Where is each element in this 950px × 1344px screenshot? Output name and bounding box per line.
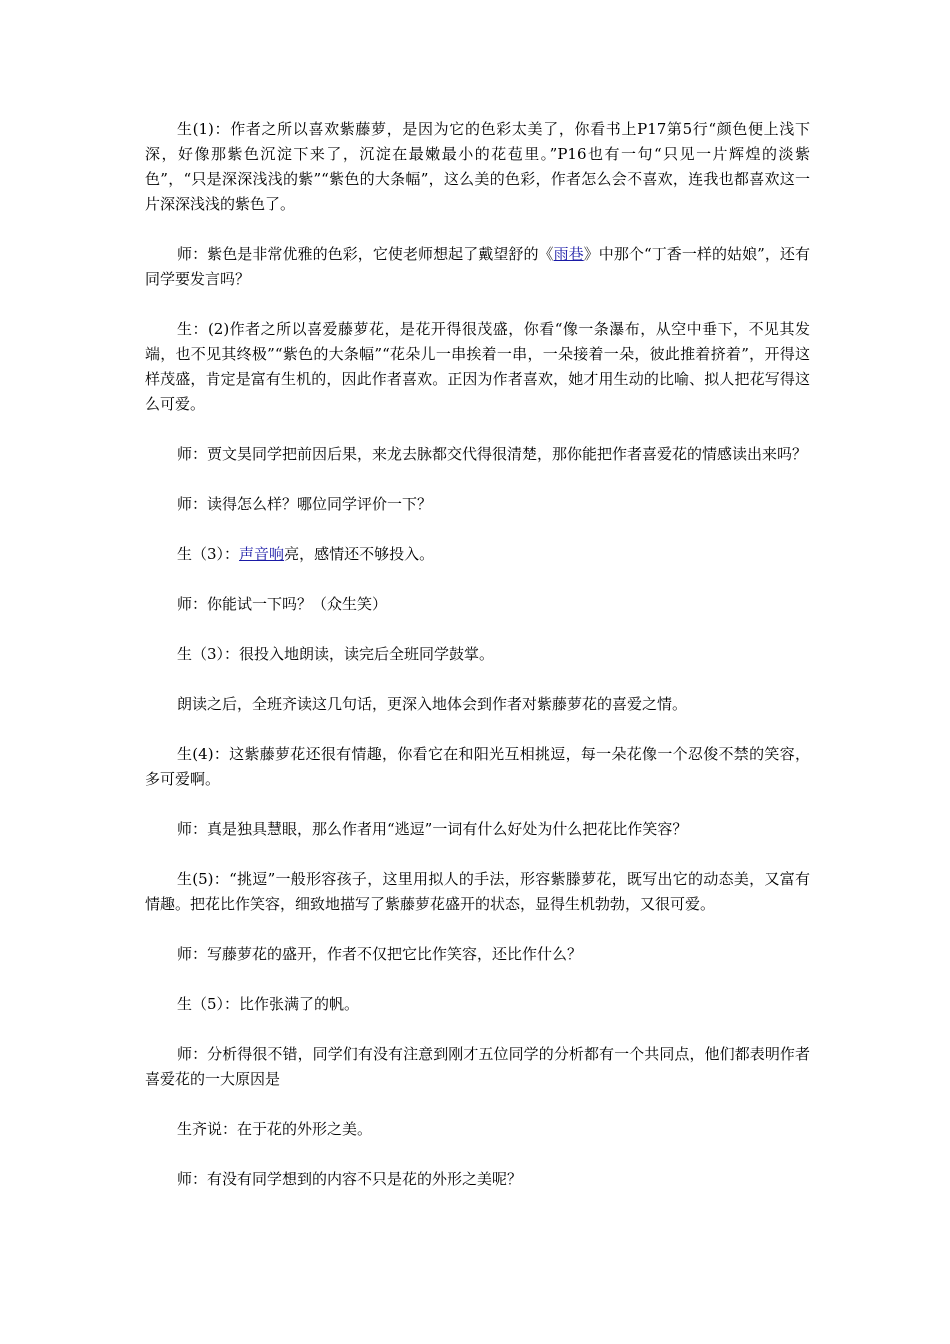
link-sheng-yin-xiang[interactable]: 声音响 (239, 545, 285, 563)
paragraph-narration: 朗读之后，全班齐读这几句话，更深入地体会到作者对紫藤萝花的喜爱之情。 (177, 695, 688, 713)
paragraph-student-3a (145, 542, 810, 567)
paragraph-teacher-8: 师：有没有同学想到的内容不只是花的外形之美呢？ (177, 1170, 523, 1188)
paragraph-student-2: 生：(2)作者之所以喜爱藤萝花，是花开得很茂盛，你看“像一条瀑布，从空中垂下，不见其发端，也不见其终极”“紫色的大条幅”“花朵儿一串挨着一串，一朵接着一朵，彼此推着挤着”，开得这样茂盛，肯定是富有生机的，因此作者喜欢。正因为作者喜欢，她才用生动的比喻、拟人把花写得这么可爱。 (145, 320, 810, 413)
paragraph-student-5a: 生(5)：“挑逗”一般形容孩子，这里用拟人的手法，形容紫滕萝花，既写出它的动态美，又富有情趣。把花比作笑容，细致地描写了紫藤萝花盛开的状态，显得生机勃勃，又很可爱。 (145, 870, 810, 913)
paragraph-text-after-link: 亮，感情还不够投入。 (284, 545, 435, 563)
paragraph-student-3b: 生（3）：很投入地朗读，读完后全班同学鼓掌。 (177, 645, 495, 663)
paragraph-text-before-link: 生（3）： (177, 545, 240, 563)
paragraph-text-after-link: 》中那个“丁香一样的姑娘”，还有同学要发言吗？ (145, 245, 810, 288)
link-yu-xiang[interactable]: 雨巷 (553, 245, 584, 263)
paragraph-students-together: 生齐说：在于花的外形之美。 (177, 1120, 373, 1138)
paragraph-teacher-5: 师：真是独具慧眼，那么作者用“逃逗”一词有什么好处为什么把花比作笑容？ (177, 820, 688, 838)
paragraph-teacher-7: 师：分析得很不错，同学们有没有注意到刚才五位同学的分析都有一个共同点，他们都表明作者喜爱花的一大原因是 (145, 1045, 810, 1088)
document-body (145, 117, 810, 1192)
paragraph-teacher-2: 师：贾文昊同学把前因后果，来龙去脉都交代得很清楚，那你能把作者喜爱花的情感读出来吗？ (177, 445, 808, 463)
paragraph-student-1: 生(1)：作者之所以喜欢紫藤萝，是因为它的色彩太美了，你看书上P17第5行“颜色便上浅下深，好像那紫色沉淀下来了，沉淀在最嫩最小的花苞里。”P16也有一句“只见一片辉煌的淡紫色”，“只是深深浅浅的紫”“紫色的大条幅”，这么美的色彩，作者怎么会不喜欢，连我也都喜欢这一片深深浅浅的紫色了。 (145, 120, 810, 213)
paragraph-student-5b: 生（5）：比作张满了的帆。 (177, 995, 360, 1013)
paragraph-student-4: 生(4)：这紫藤萝花还很有情趣，你看它在和阳光互相挑逗，每一朵花像一个忍俊不禁的笑容，多可爱啊。 (145, 745, 810, 788)
paragraph-teacher-4: 师：你能试一下吗？（众生笑） (177, 595, 388, 613)
paragraph-text-before-link: 师：紫色是非常优雅的色彩，它使老师想起了戴望舒的《 (177, 245, 554, 263)
paragraph-teacher-6: 师：写藤萝花的盛开，作者不仅把它比作笑容，还比作什么？ (177, 945, 583, 963)
paragraph-teacher-3: 师：读得怎么样？哪位同学评价一下？ (177, 495, 433, 513)
paragraph-teacher-1 (145, 242, 810, 292)
